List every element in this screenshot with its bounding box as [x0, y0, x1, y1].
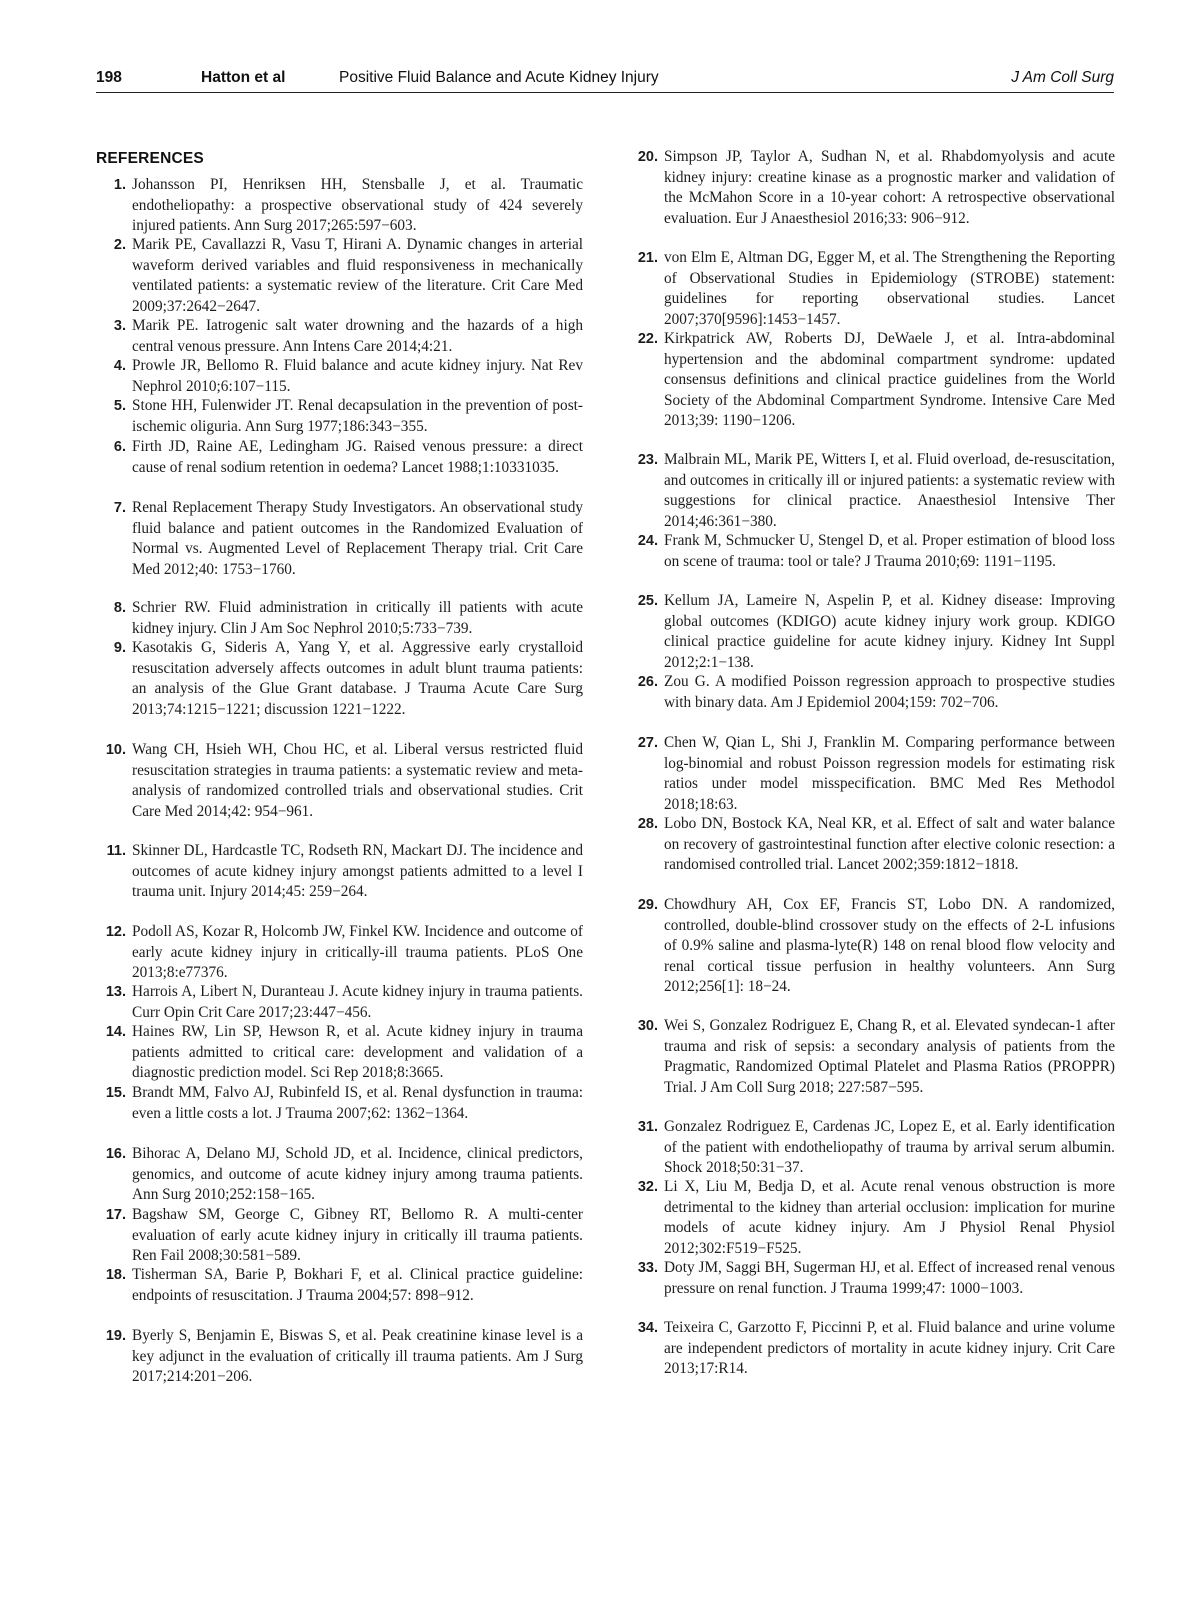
running-title: Positive Fluid Balance and Acute Kidney Injury — [339, 69, 659, 86]
reference-text: Renal Replacement Therapy Study Investigators. An observational study fluid balance and patient outcomes in the Randomized Evaluation of Normal vs. Augmented Level of Replacement Therapy trial. Crit Care Med 2012;40: 1753−1760. — [132, 499, 583, 578]
reference-text: Bihorac A, Delano MJ, Schold JD, et al. Incidence, clinical predictors, genomics, and outcome of acute kidney injury among trauma patients. Ann Surg 2010;252:158−165. — [132, 1145, 583, 1203]
reference-item — [96, 982, 583, 1023]
reference-item — [628, 531, 1115, 572]
reference-item — [96, 437, 583, 478]
reference-number: 5. — [113, 398, 126, 414]
reference-text: Byerly S, Benjamin E, Biswas S, et al. Peak creatinine kinase level is a key adjunct in the evaluation of critically ill trauma patients. Am J Surg 2017;214:201−206. — [132, 1327, 583, 1385]
reference-text: Skinner DL, Hardcastle TC, Rodseth RN, Mackart DJ. The incidence and outcomes of acute kidney injury amongst patients admitted to a level I trauma unit. Injury 2014;45: 259−264. — [132, 842, 583, 900]
journal-name: J Am Coll Surg — [1011, 69, 1114, 86]
reference-text: Malbrain ML, Marik PE, Witters I, et al. Fluid overload, de-resuscitation, and outcomes in critically ill or injured patients: a systematic review with suggestions for clinical practice. Anaesthesiol Intensive Ther 2014;46:361−380. — [664, 451, 1115, 530]
reference-number: 30. — [637, 1018, 658, 1034]
reference-item — [96, 235, 583, 317]
reference-text: Doty JM, Saggi BH, Sugerman HJ, et al. Effect of increased renal venous pressure on renal function. J Trauma 1999;47: 1000−1003. — [664, 1259, 1115, 1297]
page-number: 198 — [96, 69, 122, 86]
reference-number: 16. — [105, 1146, 126, 1162]
reference-text: Prowle JR, Bellomo R. Fluid balance and acute kidney injury. Nat Rev Nephrol 2010;6:107−115. — [132, 357, 583, 395]
reference-text: Wang CH, Hsieh WH, Chou HC, et al. Liberal versus restricted fluid resuscitation strategies in trauma patients: a systematic review and meta-analysis of randomized controlled trials and observational studies. Crit Care Med 2014;42: 954−961. — [132, 741, 583, 820]
reference-text: Simpson JP, Taylor A, Sudhan N, et al. Rhabdomyolysis and acute kidney injury: creatine kinase as a prognostic marker and validation of the McMahon Score in a 10-year cohort: A retrospective observational evaluation. Eur J Anaesthesiol 2016;33: 906−912. — [664, 148, 1115, 227]
reference-item — [96, 1083, 583, 1124]
reference-text: Brandt MM, Falvo AJ, Rubinfeld IS, et al. Renal dysfunction in trauma: even a little costs a lot. J Trauma 2007;62: 1362−1364. — [132, 1084, 583, 1122]
reference-text: Schrier RW. Fluid administration in critically ill patients with acute kidney injury. Clin J Am Soc Nephrol 2010;5:733−739. — [132, 599, 583, 637]
reference-number: 12. — [105, 924, 126, 940]
reference-number: 3. — [113, 318, 126, 334]
reference-item — [96, 1205, 583, 1267]
reference-number: 20. — [637, 149, 658, 165]
reference-text: Kirkpatrick AW, Roberts DJ, DeWaele J, et al. Intra-abdominal hypertension and the abdominal compartment syndrome: updated consensus definitions and clinical practice guidelines from the World Society of the Abdominal Compartment Syndrome. Intensive Care Med 2013;39: 1190−1206. — [664, 330, 1115, 429]
reference-number: 1. — [113, 177, 126, 193]
reference-number: 7. — [113, 500, 126, 516]
reference-number: 33. — [637, 1260, 658, 1276]
reference-number: 25. — [637, 593, 658, 609]
reference-item — [628, 591, 1115, 673]
reference-text: Teixeira C, Garzotto F, Piccinni P, et al. Fluid balance and urine volume are independent predictors of mortality in acute kidney injury. Crit Care 2013;17:R14. — [664, 1319, 1115, 1377]
reference-item — [628, 733, 1115, 815]
reference-item — [628, 1117, 1115, 1179]
reference-number: 11. — [106, 843, 126, 859]
reference-item — [628, 1258, 1115, 1299]
reference-item — [96, 922, 583, 984]
reference-text: Podoll AS, Kozar R, Holcomb JW, Finkel KW. Incidence and outcome of early acute kidney injury in critically-ill trauma patients. PLoS One 2013;8:e77376. — [132, 923, 583, 981]
reference-number: 4. — [113, 358, 126, 374]
reference-number: 18. — [105, 1267, 126, 1283]
reference-item — [96, 1022, 583, 1084]
reference-text: Harrois A, Libert N, Duranteau J. Acute kidney injury in trauma patients. Curr Opin Crit Care 2017;23:447−456. — [132, 983, 583, 1021]
reference-number: 13. — [105, 984, 126, 1000]
reference-item — [628, 672, 1115, 713]
reference-number: 17. — [105, 1207, 126, 1223]
reference-item — [96, 356, 583, 397]
reference-number: 6. — [113, 439, 126, 455]
reference-item — [96, 396, 583, 437]
reference-text: Tisherman SA, Barie P, Bokhari F, et al. Clinical practice guideline: endpoints of resuscitation. J Trauma 2004;57: 898−912. — [132, 1266, 583, 1304]
reference-item — [628, 814, 1115, 876]
reference-item — [96, 1144, 583, 1206]
reference-number: 23. — [637, 452, 658, 468]
reference-text: Wei S, Gonzalez Rodriguez E, Chang R, et al. Elevated syndecan-1 after trauma and risk of sepsis: a secondary analysis of patients from the Pragmatic, Randomized Optimal Platelet and Plasma Ratios (PROPPR) Trial. J Am Coll Surg 2018; 227:587−595. — [664, 1017, 1115, 1096]
reference-text: Kellum JA, Lameire N, Aspelin P, et al. Kidney disease: Improving global outcomes (KDIGO) acute kidney injury work group. KDIGO clinical practice guideline for acute kidney injury. Kidney Int Suppl 2012;2:1−138. — [664, 592, 1115, 671]
reference-text: Johansson PI, Henriksen HH, Stensballe J, et al. Traumatic endotheliopathy: a prospective observational study of 424 severely injured patients. Ann Surg 2017;265:597−603. — [132, 176, 583, 234]
reference-number: 31. — [637, 1119, 658, 1135]
reference-text: Kasotakis G, Sideris A, Yang Y, et al. Aggressive early crystalloid resuscitation adversely affects outcomes in adult blunt trauma patients: an analysis of the Glue Grant database. J Trauma Acute Care Surg 2013;74:1215−1221; discussion 1221−1222. — [132, 639, 583, 718]
running-authors: Hatton et al — [201, 69, 286, 86]
reference-number: 14. — [105, 1024, 126, 1040]
reference-text: Zou G. A modified Poisson regression approach to prospective studies with binary data. Am J Epidemiol 2004;159: 702−706. — [664, 673, 1115, 711]
reference-item — [96, 1326, 583, 1388]
reference-item — [96, 175, 583, 237]
reference-number: 32. — [637, 1179, 658, 1195]
reference-text: Gonzalez Rodriguez E, Cardenas JC, Lopez E, et al. Early identification of the patient with endotheliopathy of trauma by arrival serum albumin. Shock 2018;50:31−37. — [664, 1118, 1115, 1176]
reference-item — [628, 1318, 1115, 1380]
reference-text: Li X, Liu M, Bedja D, et al. Acute renal venous obstruction is more detrimental to the kidney than arterial occlusion: implication for murine models of acute kidney injury. Am J Physiol Renal Physiol 2012;302:F519−F525. — [664, 1178, 1115, 1257]
reference-item — [96, 1265, 583, 1306]
reference-number: 26. — [637, 674, 658, 690]
reference-item — [96, 638, 583, 720]
reference-text: Haines RW, Lin SP, Hewson R, et al. Acute kidney injury in trauma patients admitted to critical care: development and validation of a diagnostic prediction model. Sci Rep 2018;8:3665. — [132, 1023, 583, 1081]
reference-item — [96, 498, 583, 580]
references-heading: REFERENCES — [96, 150, 204, 167]
reference-number: 2. — [113, 237, 126, 253]
reference-item — [628, 450, 1115, 532]
reference-item — [628, 1016, 1115, 1098]
reference-item — [628, 1177, 1115, 1259]
reference-text: Marik PE, Cavallazzi R, Vasu T, Hirani A. Dynamic changes in arterial waveform derived variables and fluid responsiveness in mechanically ventilated patients: a systematic review of the literature. Crit Care Med 2009;37:2642−2647. — [132, 236, 583, 315]
reference-item — [628, 248, 1115, 330]
reference-text: Firth JD, Raine AE, Ledingham JG. Raised venous pressure: a direct cause of renal sodium retention in oedema? Lancet 1988;1:10331035. — [132, 438, 583, 476]
reference-item — [628, 147, 1115, 229]
reference-number: 29. — [637, 897, 658, 913]
reference-item — [628, 329, 1115, 432]
reference-item — [96, 598, 583, 639]
reference-number: 21. — [637, 250, 658, 266]
reference-text: Chowdhury AH, Cox EF, Francis ST, Lobo DN. A randomized, controlled, double-blind crossover study on the effects of 2-L infusions of 0.9% saline and plasma-lyte(R) 148 on renal blood flow velocity and renal cortical tissue perfusion in healthy volunteers. Ann Surg 2012;256[1]: 18−24. — [664, 896, 1115, 995]
reference-item — [628, 895, 1115, 998]
reference-item — [96, 740, 583, 822]
reference-number: 22. — [637, 331, 658, 347]
reference-item — [96, 316, 583, 357]
reference-text: Marik PE. Iatrogenic salt water drowning and the hazards of a high central venous pressure. Ann Intens Care 2014;4:21. — [132, 317, 583, 355]
reference-number: 9. — [113, 640, 126, 656]
reference-number: 19. — [105, 1328, 126, 1344]
reference-text: Chen W, Qian L, Shi J, Franklin M. Comparing performance between log-binomial and robust Poisson regression models for estimating risk ratios under model misspecification. BMC Med Res Methodol 2018;18:63. — [664, 734, 1115, 813]
reference-text: von Elm E, Altman DG, Egger M, et al. The Strengthening the Reporting of Observational Studies in Epidemiology (STROBE) statement: guidelines for reporting observational studies. Lancet 2007;370[9596]:1453−1457. — [664, 249, 1115, 328]
reference-number: 10. — [105, 742, 126, 758]
reference-number: 15. — [105, 1085, 126, 1101]
reference-number: 27. — [637, 735, 658, 751]
reference-number: 34. — [637, 1320, 658, 1336]
reference-text: Frank M, Schmucker U, Stengel D, et al. Proper estimation of blood loss on scene of trauma: tool or tale? J Trauma 2010;69: 1191−1195. — [664, 532, 1115, 570]
running-header — [96, 66, 1114, 93]
reference-text: Stone HH, Fulenwider JT. Renal decapsulation in the prevention of post-ischemic oliguria. Ann Surg 1977;186:343−355. — [132, 397, 583, 435]
reference-text: Lobo DN, Bostock KA, Neal KR, et al. Effect of salt and water balance on recovery of gastrointestinal function after elective colonic resection: a randomised controlled trial. Lancet 2002;359:1812−1818. — [664, 815, 1115, 873]
reference-number: 28. — [637, 816, 658, 832]
reference-item — [96, 841, 583, 903]
reference-text: Bagshaw SM, George C, Gibney RT, Bellomo R. A multi-center evaluation of early acute kidney injury in critically ill trauma patients. Ren Fail 2008;30:581−589. — [132, 1206, 583, 1264]
reference-number: 24. — [637, 533, 658, 549]
reference-number: 8. — [113, 600, 126, 616]
